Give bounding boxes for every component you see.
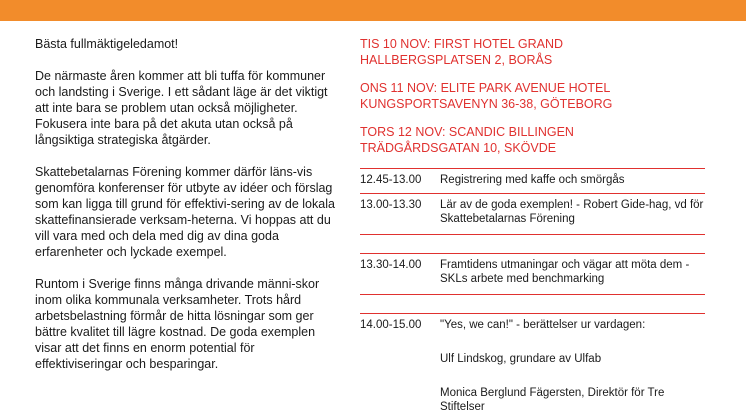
- desc-cell: [440, 318, 705, 414]
- time-cell: 13.30-14.00: [360, 259, 422, 271]
- venue-boras: TIS 10 NOV: FIRST HOTEL GRAND HALLBERGSPLATSEN 2, BORÅS: [360, 37, 564, 67]
- session-title: "Yes, we can!" - berättelser ur vardagen:: [440, 319, 646, 331]
- desc-cell: Framtidens utmaningar och vägar att möta dem - SKLs arbete med benchmarking: [440, 259, 690, 285]
- paragraph-3: Runtom i Sverige finns många drivande männi-skor inom olika kommunala verksamheter. Trots hård arbetsbelastning förmår de hitta lösningar som ger bättre kvalitet till lägre kostnad. De goda exemplen visar att det finns en enorm potential för effektiviseringar och besparingar.: [35, 277, 320, 371]
- desc-cell: Registrering med kaffe och smörgås: [440, 174, 625, 186]
- event-column: [360, 36, 705, 414]
- top-color-bar: [0, 0, 746, 21]
- table-row-spacer: [360, 294, 705, 313]
- table-row: [360, 253, 705, 294]
- venue-skovde: TORS 12 NOV: SCANDIC BILLINGEN TRÄDGÅRDSGATAN 10, SKÖVDE: [360, 125, 574, 155]
- greeting: Bästa fullmäktigeledamot!: [35, 37, 179, 51]
- table-row: [360, 168, 705, 193]
- time-cell: 14.00-15.00: [360, 319, 422, 331]
- time-cell: 13.00-13.30: [360, 199, 422, 211]
- paragraph-2: Skattebetalarnas Förening kommer därför läns-vis genomföra konferenser för utbyte av idéer och förslag som kan ligga till grund för effektivi-sering av de lokala skattefinansierade verksam-heterna. Vi hoppas att du vill vara med och dela med dig av dina goda erfarenheter och lyckade exempel.: [35, 165, 335, 259]
- speaker-1: Ulf Lindskog, grundare av Ulfab: [440, 353, 602, 365]
- paragraph-1: De närmaste åren kommer att bli tuffa för kommuner och landsting i Sverige. I ett sådant läge är det viktigt att inte bara se problem utan också möjligheter. Fokusera inte bara på det akuta utan också på långsiktiga strategiska åtgärder.: [35, 69, 328, 147]
- table-row-spacer: [360, 234, 705, 253]
- letter-text: [35, 36, 335, 388]
- time-cell: 12.45-13.00: [360, 174, 422, 186]
- table-row: [360, 193, 705, 234]
- venue-goteborg: ONS 11 NOV: ELITE PARK AVENUE HOTEL KUNGSPORTSAVENYN 36-38, GÖTEBORG: [360, 81, 613, 111]
- table-row: [360, 313, 705, 414]
- desc-cell: Lär av de goda exemplen! - Robert Gide-hag, vd för Skattebetalarnas Förening: [440, 199, 704, 225]
- speaker-2: Monica Berglund Fägersten, Direktör för Tre Stiftelser: [440, 387, 665, 413]
- schedule-table: [360, 168, 705, 414]
